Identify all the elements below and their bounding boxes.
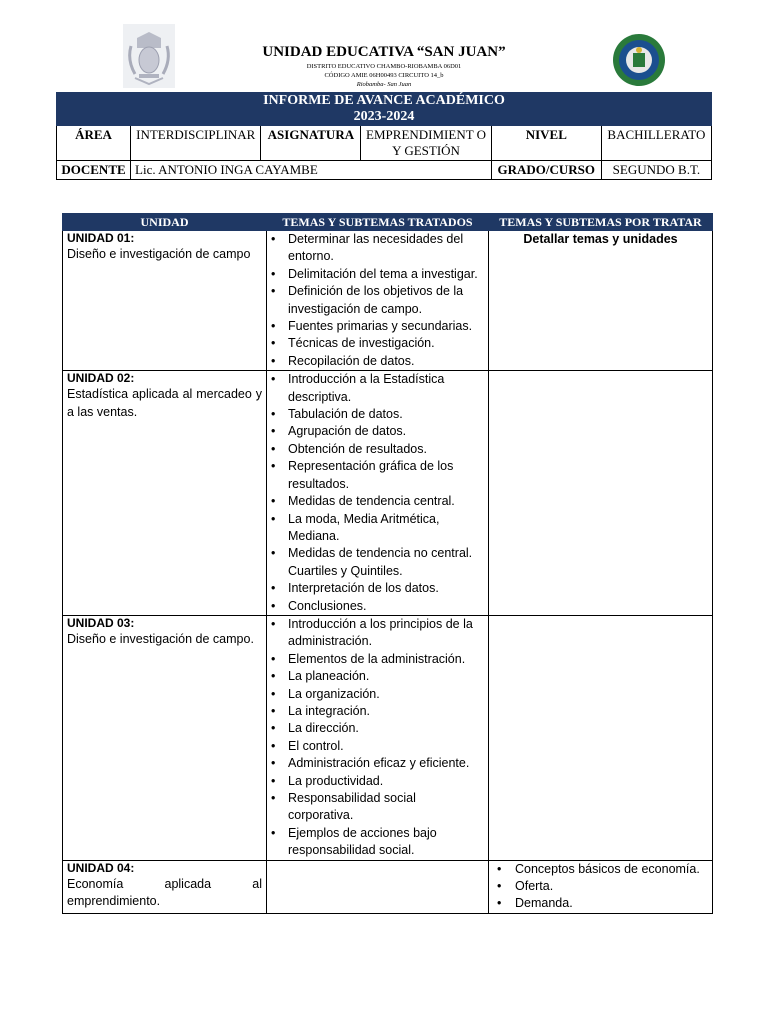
list-item: • Representación gráfica de los resultados. <box>271 458 484 493</box>
unit-description: Economía aplicada al emprendimiento. <box>67 876 262 909</box>
ecuador-coat-of-arms-logo <box>123 24 175 88</box>
level-label: NIVEL <box>491 126 601 161</box>
units-table-header <box>63 214 713 231</box>
table-row <box>63 860 713 913</box>
location-line: Riobamba- San Juan <box>356 81 412 88</box>
table-row <box>63 371 713 616</box>
report-title: INFORME DE AVANCE ACADÉMICO <box>263 93 505 108</box>
list-item: • Administración eficaz y eficiente. <box>271 755 484 772</box>
grade-value: SEGUNDO B.T. <box>601 161 711 180</box>
report-title-band <box>57 93 712 126</box>
list-item: • La productividad. <box>271 773 484 790</box>
school-seal-logo <box>609 33 669 87</box>
list-item: • Medidas de tendencia no central. Cuartiles y Quintiles. <box>271 545 484 580</box>
level-value: BACHILLERATO <box>601 126 711 161</box>
list-item: • Elementos de la administración. <box>271 651 484 668</box>
amie-code-line: CÓDIGO AMIE 06H00493 CIRCUITO 14_b <box>324 72 444 79</box>
done-topics-list <box>271 371 484 615</box>
units-table <box>62 213 713 914</box>
grade-label: GRADO/CURSO <box>491 161 601 180</box>
list-item: • Fuentes primarias y secundarias. <box>271 318 484 335</box>
list-item: • La organización. <box>271 686 484 703</box>
col-unit-header: UNIDAD <box>63 214 267 231</box>
done-topics-list <box>271 231 484 370</box>
list-item: • Oferta. <box>493 878 708 895</box>
area-value: INTERDISCIPLINAR <box>131 126 261 161</box>
col-pending-header: TEMAS Y SUBTEMAS POR TRATAR <box>489 214 713 231</box>
pending-note: Detallar temas y unidades <box>523 232 678 246</box>
list-item: • La moda, Media Aritmética, Mediana. <box>271 511 484 546</box>
teacher-value: Lic. ANTONIO INGA CAYAMBE <box>131 161 492 180</box>
list-item: • Delimitación del tema a investigar. <box>271 266 484 283</box>
list-item: • Obtención de resultados. <box>271 441 484 458</box>
list-item: • Medidas de tendencia central. <box>271 493 484 510</box>
list-item: • La dirección. <box>271 720 484 737</box>
list-item: • Tabulación de datos. <box>271 406 484 423</box>
unit-description: Diseño e investigación de campo. <box>67 631 254 646</box>
list-item: • Interpretación de los datos. <box>271 580 484 597</box>
done-topics-list <box>271 616 484 860</box>
list-item: • Ejemplos de acciones bajo responsabilidad social. <box>271 825 484 860</box>
subject-value: EMPRENDIMIENT O Y GESTIÓN <box>361 126 491 161</box>
subject-label: ASIGNATURA <box>261 126 361 161</box>
list-item: • Introducción a los principios de la administración. <box>271 616 484 651</box>
report-info-table <box>56 92 712 180</box>
unit-name: UNIDAD 01: <box>67 231 135 245</box>
list-item: • Responsabilidad social corporativa. <box>271 790 484 825</box>
table-row <box>63 231 713 371</box>
list-item: • Recopilación de datos. <box>271 353 484 370</box>
col-done-header: TEMAS Y SUBTEMAS TRATADOS <box>267 214 489 231</box>
school-name: UNIDAD EDUCATIVA “SAN JUAN” <box>262 44 506 60</box>
unit-description: Diseño e investigación de campo <box>67 247 251 261</box>
list-item: • Demanda. <box>493 895 708 912</box>
list-item: • El control. <box>271 738 484 755</box>
table-row <box>63 615 713 860</box>
list-item: • Conceptos básicos de economía. <box>493 861 708 878</box>
area-label: ÁREA <box>57 126 131 161</box>
list-item: • La planeación. <box>271 668 484 685</box>
pending-topics-list <box>493 861 708 913</box>
unit-name: UNIDAD 02: <box>67 371 135 386</box>
list-item: • Introducción a la Estadística descriptiva. <box>271 371 484 406</box>
unit-name: UNIDAD 03: <box>67 615 135 630</box>
list-item: • Técnicas de investigación. <box>271 335 484 352</box>
list-item: • La integración. <box>271 703 484 720</box>
teacher-label: DOCENTE <box>57 161 131 180</box>
list-item: • Agrupación de datos. <box>271 423 484 440</box>
document-header <box>0 0 768 92</box>
unit-description: Estadística aplicada al mercadeo y a las ventas. <box>67 387 262 419</box>
district-line: DISTRITO EDUCATIVO CHAMBO-RIOBAMBA 06D01 <box>306 63 462 70</box>
list-item: • Conclusiones. <box>271 598 484 615</box>
report-year: 2023-2024 <box>353 109 415 124</box>
list-item: • Definición de los objetivos de la investigación de campo. <box>271 283 484 318</box>
list-item: • Determinar las necesidades del entorno. <box>271 231 484 266</box>
unit-name: UNIDAD 04: <box>67 860 135 875</box>
